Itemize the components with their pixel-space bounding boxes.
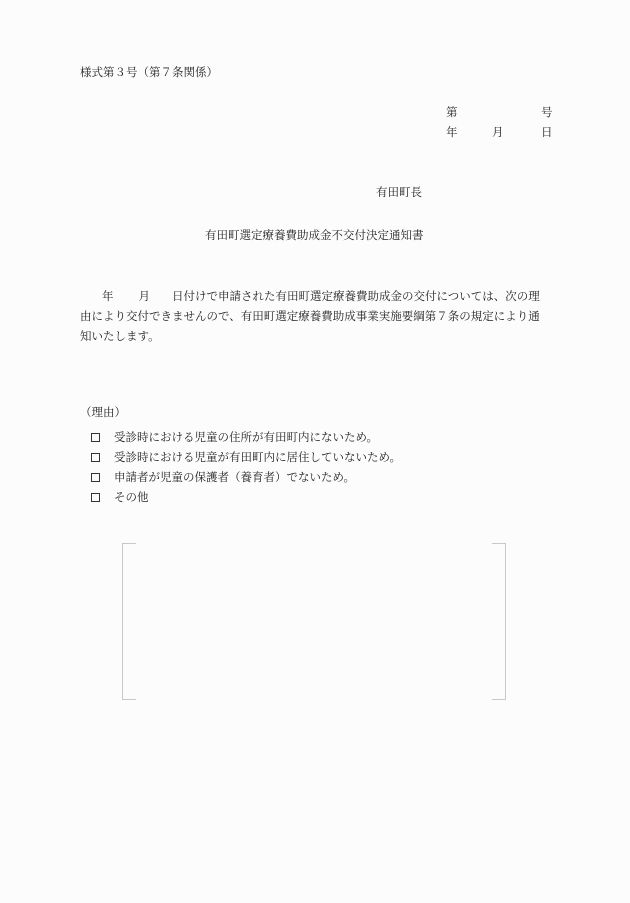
checkbox-icon[interactable] bbox=[91, 453, 100, 462]
issuer-name: 有田町長 bbox=[376, 185, 422, 199]
body-paragraph bbox=[80, 286, 552, 346]
document-title: 有田町選定療養費助成金不交付決定通知書 bbox=[205, 228, 424, 242]
body-month: 月 bbox=[138, 289, 150, 303]
reason-label: 申請者が児童の保護者（養育者）でないため。 bbox=[114, 470, 356, 484]
body-line-1 bbox=[80, 286, 552, 306]
body-line-1-text: 日付けで申請された有田町選定療養費助成金の交付については、次の理 bbox=[172, 289, 540, 303]
date-year-label: 年 bbox=[446, 125, 458, 139]
body-year: 年 bbox=[102, 289, 114, 303]
reason-label: 受診時における児童の住所が有田町内にないため。 bbox=[114, 430, 379, 444]
reason-item[interactable] bbox=[89, 467, 401, 487]
body-line-2: 由により交付できませんので、有田町選定療養費助成事業実施要綱第７条の規定により通 bbox=[80, 309, 540, 323]
form-number: 様式第３号（第７条関係） bbox=[80, 65, 218, 79]
reason-item[interactable] bbox=[89, 487, 401, 507]
checkbox-icon[interactable] bbox=[91, 493, 100, 502]
checkbox-icon[interactable] bbox=[91, 433, 100, 442]
reasons-list bbox=[89, 427, 401, 507]
reason-label: 受診時における児童が有田町内に居住していないため。 bbox=[114, 450, 402, 464]
reason-label: その他 bbox=[114, 490, 149, 504]
reason-item[interactable] bbox=[89, 427, 401, 447]
reasons-heading: （理由） bbox=[80, 405, 126, 419]
date-day-label: 日 bbox=[541, 125, 553, 139]
checkbox-icon[interactable] bbox=[91, 473, 100, 482]
other-reason-bracket-right bbox=[492, 543, 506, 700]
doc-number-suffix: 号 bbox=[541, 105, 553, 119]
date-month-label: 月 bbox=[492, 125, 504, 139]
doc-number-label: 第 bbox=[446, 105, 458, 119]
body-line-3: 知いたします。 bbox=[80, 329, 160, 343]
reason-item[interactable] bbox=[89, 447, 401, 467]
other-reason-bracket-left bbox=[122, 543, 136, 700]
